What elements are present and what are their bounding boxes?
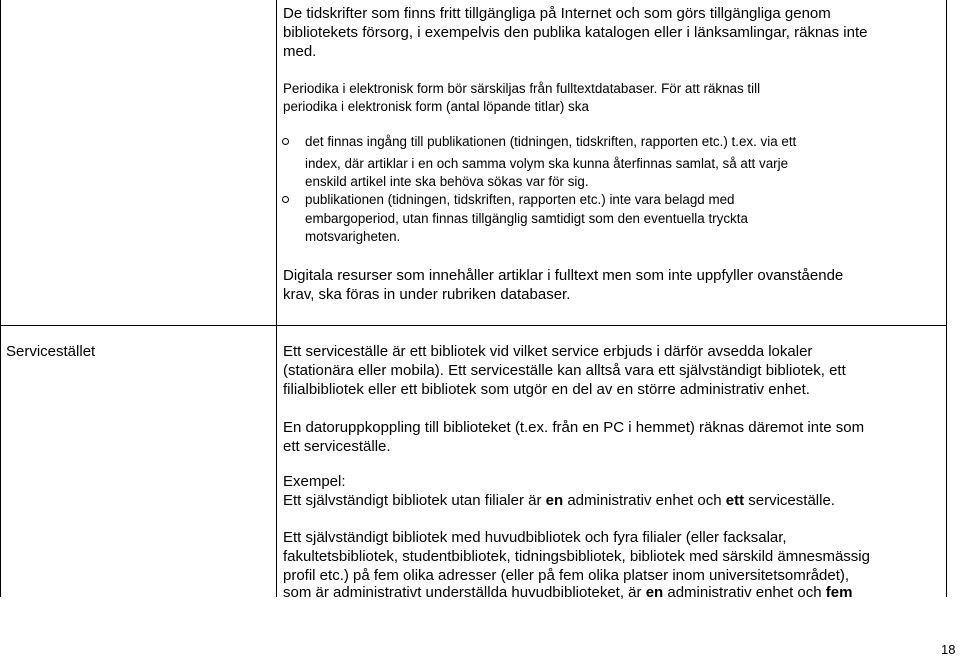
example-label: Exempel: — [283, 473, 346, 490]
paragraph-line: filialbibliotek eller ett bibliotek som utgör en del av en större administrativ enhet. — [283, 381, 810, 398]
text-run: som är administrativt underställda huvudbiblioteket, är — [283, 584, 646, 601]
paragraph-line: Periodika i elektronisk form bör särskiljas från fulltextdatabaser. För att räknas till — [283, 81, 761, 96]
paragraph-line: Ett serviceställe är ett bibliotek vid vilket service erbjuds i därför avsedda lokaler — [283, 343, 813, 360]
list-item-line: enskild artikel inte ska behöva sökas var för sig. — [305, 174, 589, 189]
paragraph-line: bibliotekets försorg, i exempelvis den publika katalogen eller i länksamlingar, räknas inte — [283, 24, 868, 41]
bold-text: fem — [825, 584, 853, 601]
list-item-line: motsvarigheten. — [305, 229, 401, 244]
paragraph-line: Digitala resurser som innehåller artiklar i fulltext men som inte uppfyller ovanstående — [283, 267, 844, 284]
table-border-left — [0, 0, 1, 597]
list-item-line: index, där artiklar i en och samma volym ska kunna återfinnas samlat, så att varje — [305, 156, 789, 171]
table-border-middle — [276, 0, 277, 597]
row-term: Servicestället — [6, 343, 96, 360]
text-run: administrativ enhet och — [563, 492, 726, 509]
bold-text: en — [645, 584, 664, 601]
text-run: serviceställe. — [744, 492, 835, 509]
bold-text: en — [545, 492, 564, 509]
text-run: Ett självständigt bibliotek utan filialer är — [283, 492, 546, 509]
list-item-line: publikationen (tidningen, tidskriften, rapporten etc.) inte vara belagd med — [305, 192, 735, 207]
list-item-line: det finnas ingång till publikationen (tidningen, tidskriften, rapporten etc.) t.ex. via ett — [305, 134, 797, 149]
paragraph-line: En datoruppkoppling till biblioteket (t.ex. från en PC i hemmet) räknas däremot inte som — [283, 419, 865, 436]
bullet-icon — [282, 196, 289, 203]
paragraph-line: krav, ska föras in under rubriken databaser. — [283, 286, 571, 303]
list-item-line: embargoperiod, utan finnas tillgänglig samtidigt som den eventuella tryckta — [305, 211, 748, 226]
paragraph-line: periodika i elektronisk form (antal löpande titlar) ska — [283, 99, 589, 114]
paragraph-line: fakultetsbibliotek, studentbibliotek, tidningsbibliotek, bibliotek med särskild ämnesmässig — [283, 548, 870, 565]
table-border-right — [946, 0, 947, 597]
paragraph-line: ett serviceställe. — [283, 438, 391, 455]
paragraph-line — [283, 583, 852, 602]
page-number: 18 — [941, 642, 956, 657]
paragraph-line: De tidskrifter som finns fritt tillgängliga på Internet och som görs tillgängliga genom — [283, 5, 831, 22]
paragraph-line: profil etc.) på fem olika adresser (eller på fem olika platser inom universitetsområdet), — [283, 567, 850, 584]
paragraph-line: (stationära eller mobila). Ett serviceställe kan alltså vara ett självständigt bibliotek, ett — [283, 362, 846, 379]
bullet-icon — [282, 138, 289, 145]
paragraph-line — [283, 491, 835, 510]
table-row-divider — [0, 325, 947, 326]
text-run: administrativ enhet och — [663, 584, 826, 601]
paragraph-line: med. — [283, 43, 317, 60]
paragraph-line: Ett självständigt bibliotek med huvudbibliotek och fyra filialer (eller facksalar, — [283, 529, 787, 546]
bold-text: ett — [725, 492, 745, 509]
